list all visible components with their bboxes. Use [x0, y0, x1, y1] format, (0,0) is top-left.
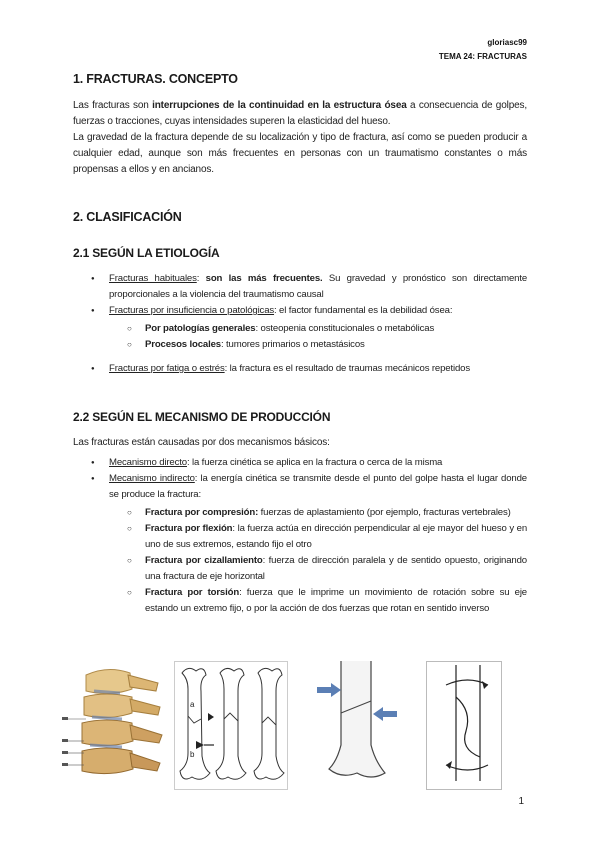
- subsection-2-1-title: 2.1 SEGÚN LA ETIOLOGÍA: [73, 246, 220, 260]
- mechanism-sublist: [127, 505, 527, 617]
- section-2-title: 2. CLASIFICACIÓN: [73, 210, 182, 224]
- list-item: ○ Fractura por compresión: fuerzas de aplastamiento (por ejemplo, fracturas vertebrales): [127, 505, 527, 521]
- bone-flexion-diagram: [174, 661, 288, 790]
- list-item: ● Fracturas por fatiga o estrés: la fractura es el resultado de traumas mecánicos repetidos: [91, 361, 527, 377]
- bone-shear-diagram: [301, 661, 413, 790]
- author-name: gloriasc99: [487, 38, 527, 47]
- list-item: ● Fracturas por insuficiencia o patológicas: el factor fundamental es la debilidad ósea:: [91, 303, 527, 319]
- list-item: ● Fracturas habituales: son las más frecuentes. Su gravedad y pronóstico son directamente proporcionales a la violencia del traumatismo causal: [91, 271, 527, 303]
- mechanism-list: [91, 455, 527, 503]
- etiology-sublist: [127, 321, 527, 353]
- page-header: [439, 36, 527, 64]
- list-item: ○ Procesos locales: tumores primarios o metastásicos: [127, 337, 527, 353]
- figure-label-b: b: [190, 750, 195, 759]
- vertebrae-compression-image: [60, 661, 166, 790]
- list-item: ● Mecanismo indirecto: la energía cinética se transmite desde el punto del golpe hasta el lugar donde se produce la fractura:: [91, 471, 527, 503]
- page-number: 1: [518, 796, 524, 807]
- list-item: ○ Por patologías generales: osteopenia constitucionales o metabólicas: [127, 321, 527, 337]
- subsection-2-2-title: 2.2 SEGÚN EL MECANISMO DE PRODUCCIÓN: [73, 410, 331, 424]
- mechanism-intro: Las fracturas están causadas por dos mecanismos básicos:: [73, 437, 330, 448]
- etiology-list-2: [91, 361, 527, 377]
- etiology-list: [91, 271, 527, 319]
- section-1-paragraph-2: La gravedad de la fractura depende de su localización y tipo de fractura, así como se pueden producir a cualquier edad, aunque son más frecuentes en personas con un traumatismo constantes o más propensas a ellos y en ancianos.: [73, 132, 527, 175]
- section-1-paragraph-1: Las fracturas son interrupciones de la continuidad en la estructura ósea a consecuencia de golpes, fuerzas o tracciones, cuyas intensidades superen la elasticidad del hueso.: [73, 100, 527, 127]
- topic-title: TEMA 24: FRACTURAS: [438, 52, 527, 61]
- section-1-title: 1. FRACTURAS. CONCEPTO: [73, 72, 238, 86]
- figure-label-a: a: [190, 700, 195, 709]
- list-item: ● Mecanismo directo: la fuerza cinética se aplica en la fractura o cerca de la misma: [91, 455, 527, 471]
- bone-torsion-diagram: [426, 661, 502, 790]
- list-item: ○ Fractura por torsión: fuerza que le imprime un movimiento de rotación sobre su eje estando un extremo fijo, o por la acción de dos fuerzas que rotan en sentido inverso: [127, 585, 527, 617]
- list-item: ○ Fractura por flexión: la fuerza actúa en dirección perpendicular al eje mayor del hueso y en uno de sus extremos, estando fijo el otro: [127, 521, 527, 553]
- list-item: ○ Fractura por cizallamiento: fuerza de dirección paralela y de sentido opuesto, originando una fractura de eje horizontal: [127, 553, 527, 585]
